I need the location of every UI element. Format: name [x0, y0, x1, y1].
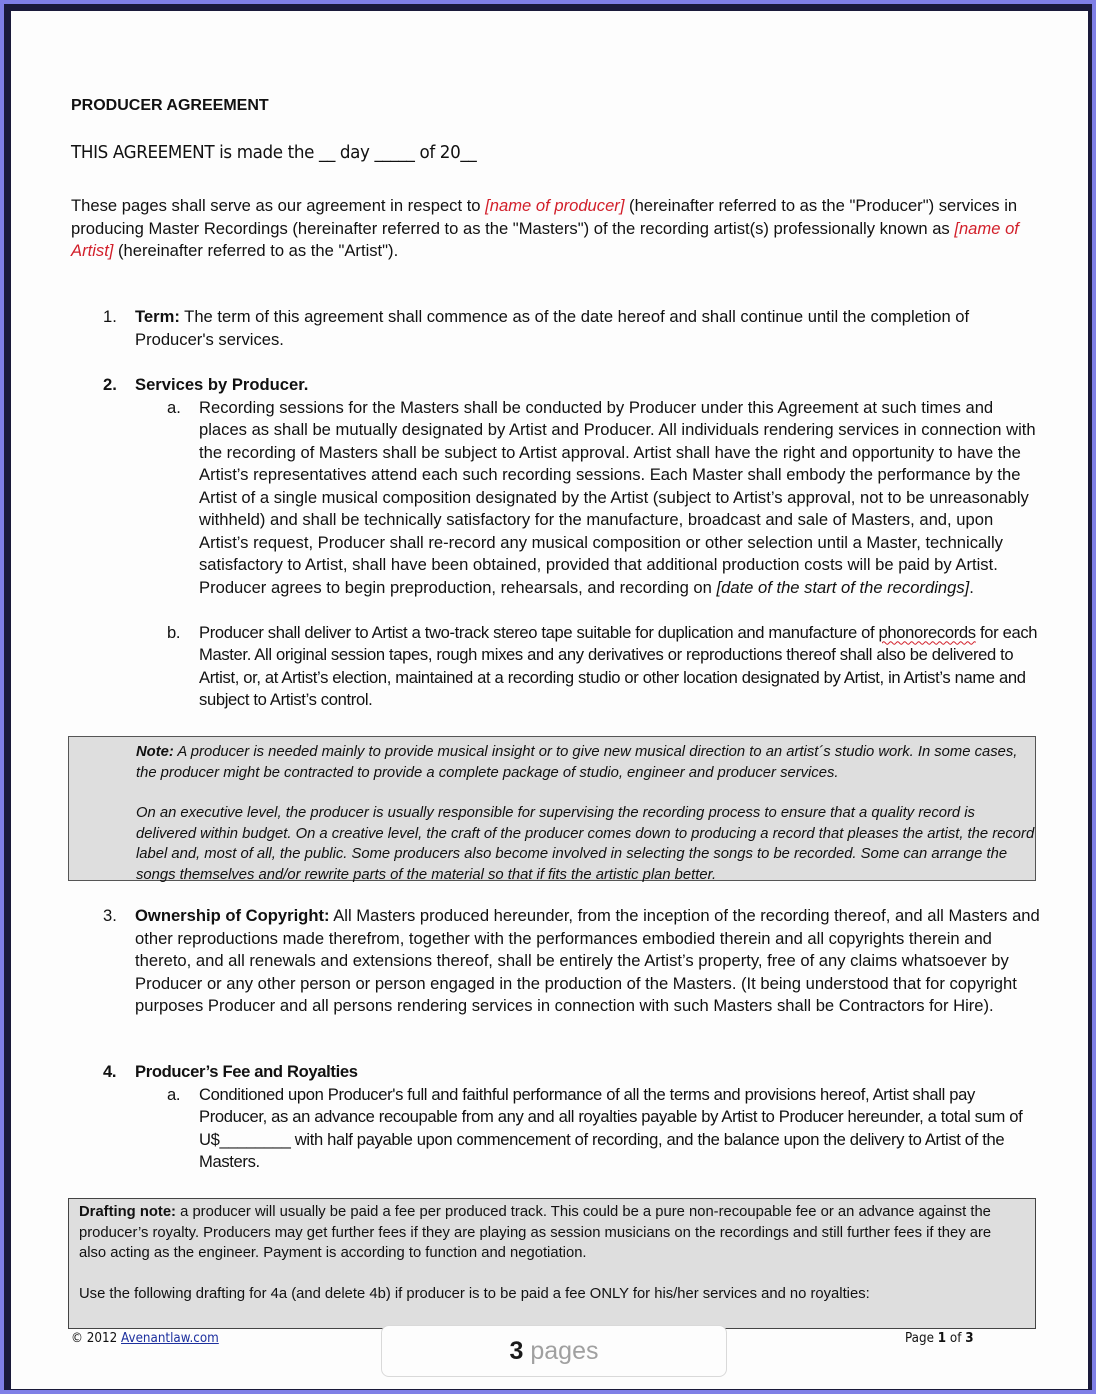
subsection-body — [199, 397, 1039, 600]
spellcheck-flagged-word[interactable]: phonorecords — [878, 622, 976, 642]
drafting-note-paragraph: Use the following drafting for 4a (and delete 4b) if producer is to be paid a fee ONLY for his/her services and no royalties: — [79, 1285, 870, 1302]
note-text: A producer is needed mainly to provide musical insight or to give new musical direction to an artist´s studio work. In some cases, the producer might be contracted to provide a complete package of studio, engineer and producer services. — [136, 744, 1018, 781]
subsection-letter: a. — [167, 397, 181, 417]
recording-date-placeholder: [date of the start of the recordings] — [716, 577, 970, 597]
page-count-badge[interactable] — [381, 1325, 727, 1377]
subsection-text: Conditioned upon Producer's full and faithful performance of all the terms and provisions hereof, Artist shall pay Producer, as an advance recoupable from any and all royalties payable by Artist to Producer hereunder, a total sum of U$________ with half payable upon commencement of recording, and the balance upon the delivery to Artist of the Masters. — [199, 1084, 1023, 1171]
copyright-text: © 2012 — [71, 1331, 122, 1346]
page-indicator — [905, 1331, 974, 1346]
note-paragraph — [136, 742, 1036, 783]
agreement-date-line: THIS AGREEMENT is made the __ day _____ of 20__ — [71, 142, 477, 163]
document-page — [11, 11, 1088, 1389]
section-heading: Term: — [135, 307, 180, 326]
subsection-text: for each Master. All original session tapes, rough mixes and any derivatives or reproductions thereof shall also be delivered to Artist, or, at Artist’s election, maintained at a recording studio or other location designated by Artist, in Artist’s name and subject to Artist’s control. — [199, 622, 1038, 709]
subsection-body — [199, 622, 1039, 712]
section-number: 2. — [103, 375, 117, 394]
total-pages: 3 — [965, 1331, 974, 1346]
window-frame — [4, 4, 1092, 1390]
section-heading: Services by Producer. — [135, 375, 309, 394]
section-number: 1. — [103, 307, 117, 326]
subsection-letter: a. — [167, 1084, 181, 1104]
producer-name-placeholder: [name of producer] — [485, 196, 625, 215]
section-body — [135, 306, 1045, 351]
section-body — [135, 905, 1045, 1018]
section-number: 4. — [103, 1062, 117, 1081]
subsection-letter: b. — [167, 622, 181, 642]
drafting-note-box — [68, 1198, 1036, 1329]
intro-text: These pages shall serve as our agreement in respect to — [71, 196, 486, 215]
subsection-text: Producer shall deliver to Artist a two-track stereo tape suitable for duplication and manufacture of — [199, 622, 879, 642]
drafting-note-label: Drafting note: — [79, 1204, 176, 1220]
intro-paragraph — [71, 195, 1051, 263]
avenantlaw-link[interactable]: Avenantlaw.com — [121, 1331, 219, 1346]
artist-name-placeholder: [name of Artist] — [71, 218, 1019, 260]
section-heading: Producer’s Fee and Royalties — [135, 1062, 358, 1081]
drafting-note-text: a producer will usually be paid a fee per produced track. This could be a pure non-recoupable fee or an advance against the producer’s royalty. Producers may get further fees if they are playing as session musicians on the recordings and still further fees if they are also acting as the engineer. Payment is according to function and negotiation. — [79, 1204, 992, 1261]
subsection-text: Recording sessions for the Masters shall be conducted by Producer under this Agreement at such times and places as shall be mutually designated by Artist and Producer. All individuals rendering services in connection with the recording of Masters shall be subject to Artist approval. Artist shall have the right and opportunity to have the Artist’s representatives attend each such recording sessions. Each Master shall embody the performance by the Artist of a single musical composition designated by the Artist (subject to Artist’s approval, not to be unreasonably withheld) and shall be technically satisfactory for the manufacture, broadcast and sale of Masters, and, upon Artist’s request, Producer shall re-record any musical composition or other selection until a Master, technically satisfactory to Artist, shall have been obtained, provided that additional production costs will be paid by Artist. Producer agrees to begin preproduction, rehearsals, and recording on — [199, 397, 1036, 597]
note-label: Note: — [136, 744, 174, 760]
footer-copyright — [71, 1331, 219, 1346]
section-text: All Masters produced hereunder, from the inception of the recording thereof, and all Masters and other reproductions made therefrom, together with the performances embodied therein and all copyrights therein and thereto, and all renewals and extensions thereof, shall be entirely the Artist’s property, free of any claims whatsoever by Producer or any other person or person engaged in the production of the Masters. (It being understood that for copyright purposes Producer and all persons rendering services in connection with such Masters shall be Contractors for Hire). — [135, 906, 1040, 1015]
note-paragraph: On an executive level, the producer is usually responsible for supervising the recording process to ensure that a quality record is delivered within budget. On a creative level, the craft of the producer comes down to producing a record that pleases the artist, the record label and, most of all, the public. Some producers also become involved in selecting the songs to be recorded. Some can arrange the songs themselves and/or rewrite parts of the material so that if fits the artistic plan better. — [136, 805, 1035, 883]
page-count-label: pages — [523, 1337, 599, 1365]
of-label: of — [946, 1331, 966, 1346]
current-page: 1 — [937, 1331, 947, 1346]
punctuation: . — [969, 577, 974, 597]
section-heading: Ownership of Copyright: — [135, 906, 330, 925]
section-text: The term of this agreement shall commence as of the date hereof and shall continue until the completion of Producer's services. — [135, 307, 970, 349]
intro-text: (hereinafter referred to as the "Artist"). — [113, 241, 399, 260]
page-count-number: 3 — [509, 1337, 524, 1365]
drafting-note-paragraph — [79, 1202, 1019, 1264]
note-box — [68, 736, 1036, 881]
page-label: Page — [905, 1331, 938, 1346]
section-number: 3. — [103, 906, 117, 925]
document-title: PRODUCER AGREEMENT — [71, 97, 269, 114]
intro-text: (hereinafter referred to as the "Producer") services in producing Master Recordings (hereinafter referred to as the "Masters") of the recording artist(s) professionally known as — [71, 196, 1018, 238]
